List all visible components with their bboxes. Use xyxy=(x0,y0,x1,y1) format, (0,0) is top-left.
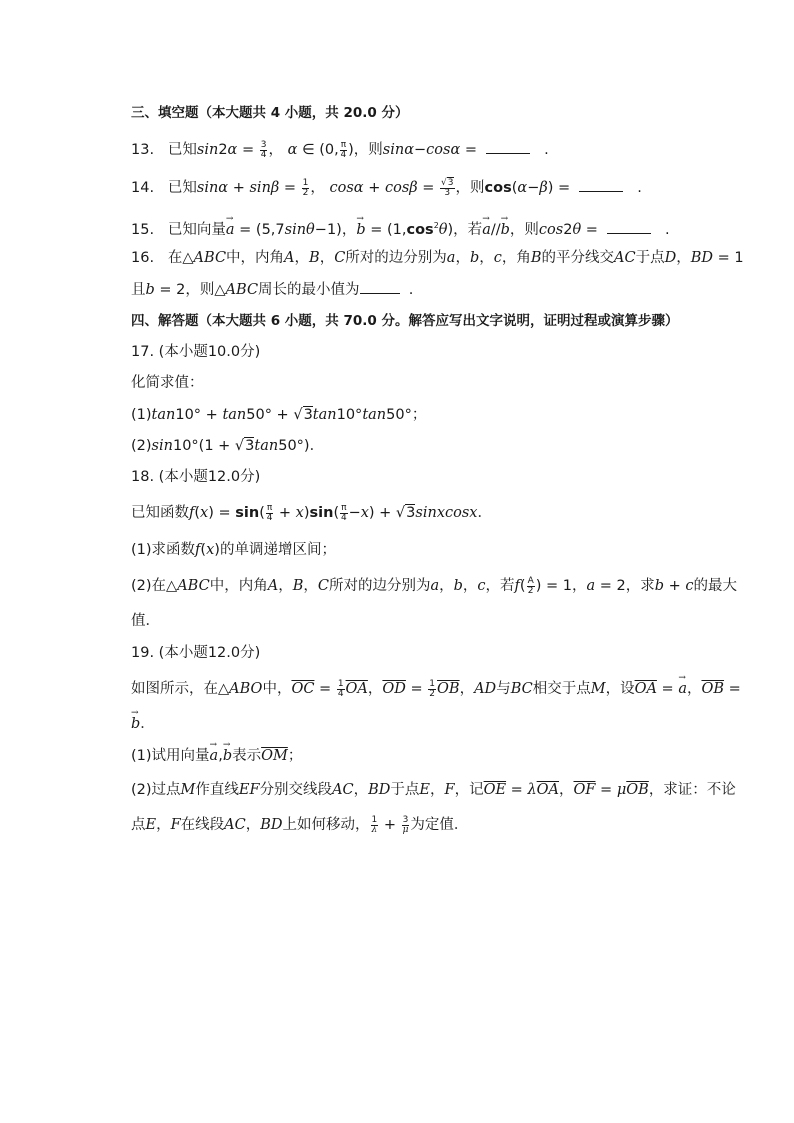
question-18-intro: 已知函数f(x) = sin( $\frac{\pi}{4}$ + x)sin( $\frac{\pi}{4}$ −x) + √3sinxcosx． xyxy=(131,502,492,523)
question-18-part-1: (1)求函数f(x)的单调递增区间； xyxy=(131,542,336,558)
answer-blank[interactable] xyxy=(607,221,651,234)
question-18-header: 18. (本小题12.0分) xyxy=(131,469,261,485)
question-number: 13. xyxy=(131,142,155,158)
question-19-part-2-line-2: 点E，F在线段AC，BD上如何移动， $\frac{1}{\lambda}$ + $\frac{3}{\mu}$ 为定值． xyxy=(131,814,469,835)
question-19-intro-line-1: 如图所示，在△ABO中，$\overline{OC}$ = $\frac{1}{4}$ $\overline{OA}$，$\overline{OD}$ = $\frac{1}{2}$ $\overline{OB}$，AD与BC相交于点M，设$\overline{OA}$ = → a，$\overline{OB}$ = xyxy=(131,679,741,699)
answer-blank[interactable] xyxy=(360,281,400,294)
question-16-line-2: 且b = 2，则△ABC周长的最小值为 . xyxy=(131,282,414,298)
section-heading-fill-blank: 三、填空题（本大题共 4 小题，共 20.0 分） xyxy=(131,105,409,121)
question-number: 14. xyxy=(131,180,155,196)
fraction-sqrt3-3: $\frac{√3}{3}$ xyxy=(441,177,454,198)
question-18-part-2-line-2: 值． xyxy=(131,613,160,629)
question-13: 13. 已知sin2α = $\frac{3}{4}$ ， α ∈ (0, $\frac{\pi}{4}$ )，则sinα−cosα = . xyxy=(131,139,549,160)
question-19-part-2-line-1: (2)过点M作直线EF分别交线段AC，BD于点E，F，记$\overline{OE} = \lambda\overline{OA}$，$\overline{OF} = \mu\overline{OB}$，求证：不论 xyxy=(131,782,736,798)
question-17-header: 17. (本小题10.0分) xyxy=(131,344,261,360)
question-19-header: 19. (本小题12.0分) xyxy=(131,645,261,661)
question-14: 14. 已知sinα + sinβ = $\frac{1}{2}$ ， cosα + cosβ = $\frac{√3}{3}$ ，则cos(α−β) = . xyxy=(131,177,642,198)
answer-blank[interactable] xyxy=(486,141,530,154)
question-15: 15. 已知向量→ a = (5,7sinθ−1)，→ $b = (1,\cos^2\theta)$，若→ a//→ b，则cos2θ = . xyxy=(131,216,670,240)
section-heading-solutions: 四、解答题（本大题共 6 小题，共 70.0 分。解答应写出文字说明，证明过程或演算步骤） xyxy=(131,313,679,329)
question-16-line-1: 16. 在△ABC中，内角A，B，C所对的边分别为a，b，c，角B的平分线交AC于点D，BD = 1 xyxy=(131,250,744,266)
question-17-part-1: (1)tan10° + tan50° + √3tan10°tan50°； xyxy=(131,407,427,423)
question-19-intro-line-2: → b． xyxy=(131,714,155,734)
question-number: 15. xyxy=(131,221,155,238)
fraction-3-4: $\frac{3}{4}$ xyxy=(260,139,267,160)
question-17-intro: 化简求值： xyxy=(131,375,204,391)
answer-blank[interactable] xyxy=(579,179,623,192)
fraction-1-2: $\frac{1}{2}$ xyxy=(302,177,309,198)
question-17-part-2: (2)sin10°(1 + √3tan50°)． xyxy=(131,438,325,454)
question-19-part-1: (1)试用向量→ a,→ b表示$\overline{OM}$； xyxy=(131,746,302,766)
fraction-pi-4: $\frac{\pi}{4}$ xyxy=(340,139,347,160)
question-number: 16. xyxy=(131,250,155,266)
question-18-part-2-line-1: (2)在△ABC中，内角A，B，C所对的边分别为a，b，c，若f( $\frac{A}{2}$ ) = 1，a = 2，求b + c的最大 xyxy=(131,575,738,596)
